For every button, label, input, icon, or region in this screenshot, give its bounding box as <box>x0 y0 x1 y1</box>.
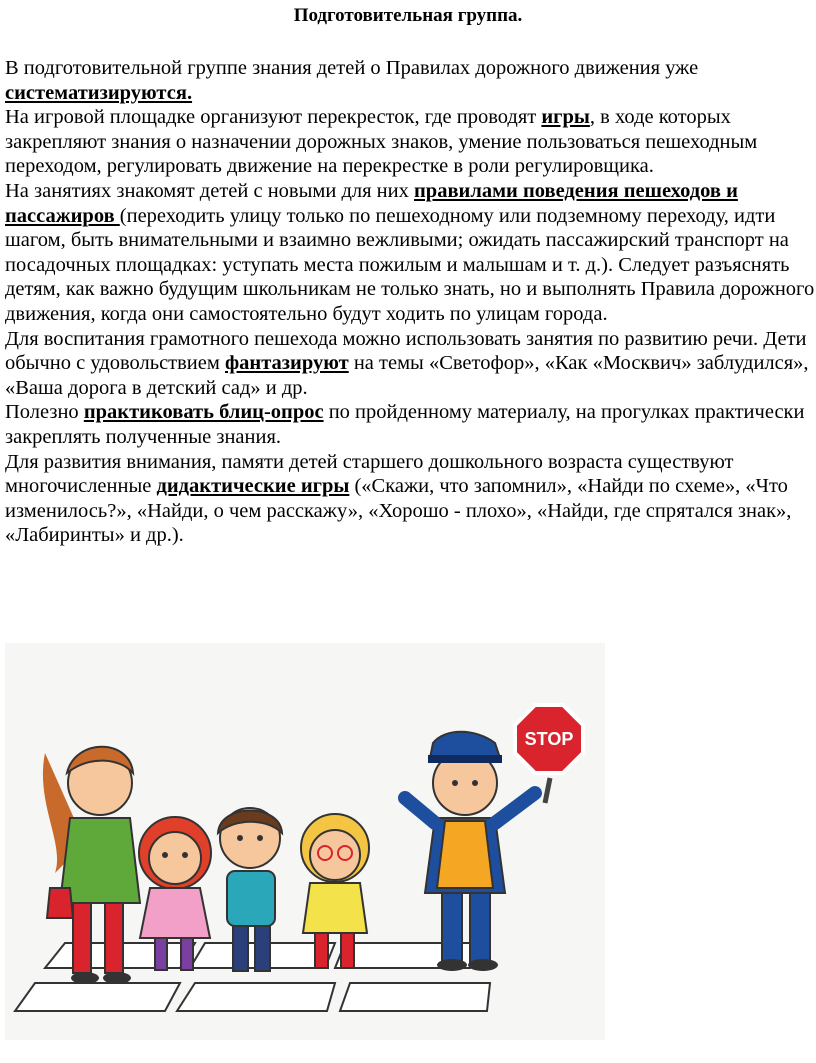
traffic-officer-figure <box>405 732 535 971</box>
document-body <box>5 56 815 548</box>
highlighted-term: практиковать блиц-опрос <box>83 401 324 424</box>
paragraph-text: на темы «Светофор», «Как «Москвич» заблудился», «Ваша дорога в детский сад» и др. <box>5 352 809 399</box>
illustration-crosswalk <box>5 643 605 1040</box>
paragraph <box>5 179 815 327</box>
page-title: Подготовительная группа. <box>293 5 523 26</box>
paragraph <box>5 105 815 179</box>
paragraph-text: , в ходе которых закрепляют знания о назначении дорожных знаков, умение пользоваться пешеходным переходом, регулировать движение на перекрестке в роли регулировщика. <box>5 106 758 178</box>
highlighted-term: игры <box>541 106 590 129</box>
highlighted-term: фантазируют <box>224 352 349 375</box>
paragraph-text: по пройденному материалу, на прогулках практически закреплять полученные знания. <box>5 401 805 448</box>
paragraph <box>5 327 815 401</box>
highlighted-term: систематизируются. <box>5 81 193 104</box>
highlighted-term: правилами поведения пешеходов и пассажиров <box>5 179 738 227</box>
paragraph-text: Для воспитания грамотного пешехода можно использовать занятия по развитию речи. Дети обычно с удовольствием <box>5 327 807 375</box>
paragraph-text: В подготовительной группе знания детей о Правилах дорожного движения уже <box>5 57 699 79</box>
stop-sign-label: STOP <box>524 729 574 749</box>
paragraph <box>5 450 815 548</box>
paragraph-text: На игровой площадке организуют перекресток, где проводят <box>5 106 542 129</box>
paragraph-text: Полезно <box>5 401 84 424</box>
paragraph-text: Для развития внимания, памяти детей старшего дошкольного возраста существуют многочисленные <box>5 450 734 498</box>
children-crossing-road-image <box>5 643 605 1040</box>
paragraph <box>5 56 815 105</box>
paragraph <box>5 400 815 449</box>
stop-sign-icon <box>515 705 583 803</box>
highlighted-term: дидактические игры <box>156 475 350 498</box>
paragraph-text: (переходить улицу только по пешеходному или подземному переходу, идти шагом, быть внимательными и взаимно вежливыми; ожидать пассажирский транспорт на посадочных площадках: уступать места пожилым и малышам и т. д.). Следует разъяснять детям, как важно будущим школьникам не только знать, но и выполнять Правила дорожного движения, когда они самостоятельно будут ходить по улицам города. <box>5 204 815 325</box>
paragraph-text: На занятиях знакомят детей с новыми для них <box>5 179 414 202</box>
paragraph-text: («Скажи, что запомнил», «Найди по схеме», «Что изменилось?», «Найди, о чем расскажу», «Хорошо - плохо», «Найди, где спрятался знак», «Лабиринты» и др.). <box>5 475 792 547</box>
